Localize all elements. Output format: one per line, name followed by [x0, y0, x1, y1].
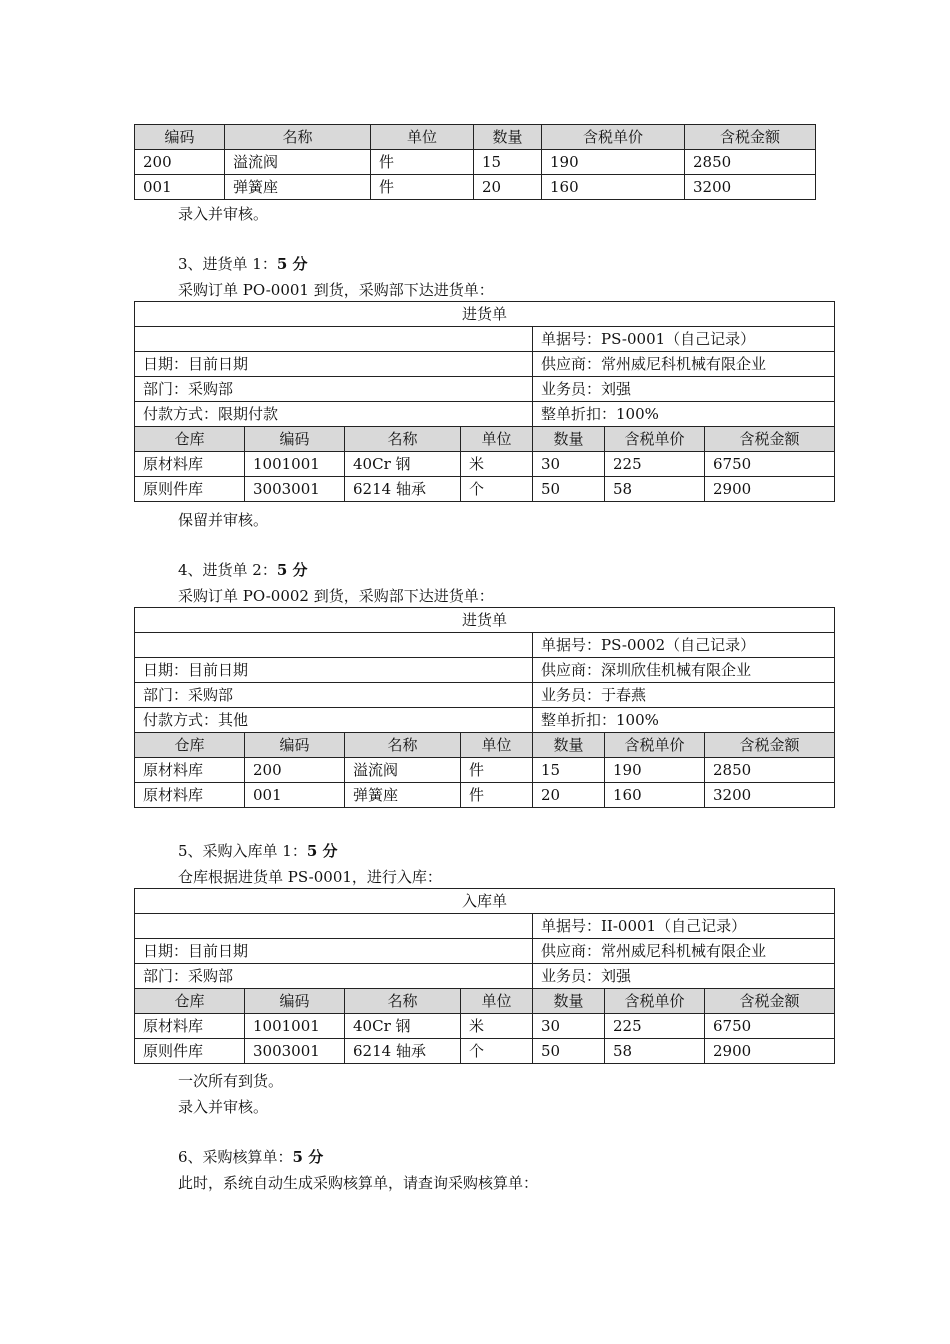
- table-row: [135, 477, 835, 502]
- section6-heading: [178, 1147, 323, 1167]
- header-cell: 数量: [474, 125, 542, 150]
- form-blank-cell: [135, 914, 533, 939]
- table-cell: 225: [605, 452, 705, 477]
- table-cell: 弹簧座: [345, 783, 461, 808]
- table-header-row: [135, 733, 835, 758]
- section5-heading: [178, 841, 338, 861]
- form-supplier: 供应商：常州威尼科机械有限企业: [533, 352, 835, 377]
- header-cell: 名称: [345, 989, 461, 1014]
- form-blank-cell: [135, 633, 533, 658]
- section5-note-1: 一次所有到货。: [178, 1072, 284, 1090]
- form-discount: 整单折扣：100%: [533, 402, 835, 427]
- purchase-receipt-form-1: [134, 301, 835, 502]
- table-header-row: [135, 427, 835, 452]
- doc-number: 单据号：II-0001（自己记录）: [533, 914, 835, 939]
- header-cell: 单位: [461, 733, 533, 758]
- table-cell: 3003001: [245, 1039, 345, 1064]
- header-cell: 编码: [135, 125, 225, 150]
- form-supplier: 供应商：深圳欣佳机械有限企业: [533, 658, 835, 683]
- header-cell: 含税金额: [705, 427, 835, 452]
- section6-heading-prefix: 6、采购核算单：: [178, 1148, 293, 1166]
- section5-intro: 仓库根据进货单 PS-0001，进行入库：: [178, 868, 442, 886]
- form-blank-cell: [135, 327, 533, 352]
- form-title-row: [135, 889, 835, 914]
- section6-intro: 此时，系统自动生成采购核算单，请查询采购核算单：: [178, 1174, 539, 1192]
- section3-heading-prefix: 3、进货单 1：: [178, 255, 277, 273]
- header-cell: 名称: [345, 427, 461, 452]
- header-cell: 含税单价: [542, 125, 685, 150]
- form-department: 部门：采购部: [135, 683, 533, 708]
- header-cell: 数量: [533, 427, 605, 452]
- header-cell: 单位: [371, 125, 474, 150]
- table-cell: 50: [533, 1039, 605, 1064]
- header-cell: 含税单价: [605, 733, 705, 758]
- section4-heading: [178, 560, 308, 580]
- table-cell: 20: [533, 783, 605, 808]
- form-staff: 业务员：刘强: [533, 964, 835, 989]
- table-cell: 160: [605, 783, 705, 808]
- form-payment: 付款方式：其他: [135, 708, 533, 733]
- header-cell: 仓库: [135, 733, 245, 758]
- header-cell: 数量: [533, 733, 605, 758]
- form-info-row: [135, 683, 835, 708]
- table-cell: 3003001: [245, 477, 345, 502]
- table-row: [135, 175, 816, 200]
- top-items-table: [134, 124, 816, 200]
- table-cell: 6214 轴承: [345, 1039, 461, 1064]
- doc-number: 单据号：PS-0001（自己记录）: [533, 327, 835, 352]
- table-row: [135, 783, 835, 808]
- form-info-row: [135, 327, 835, 352]
- table-cell: 原则件库: [135, 477, 245, 502]
- table-cell: 58: [605, 477, 705, 502]
- form-supplier: 供应商：常州威尼科机械有限企业: [533, 939, 835, 964]
- table-row: [135, 758, 835, 783]
- section4-intro: 采购订单 PO-0002 到货，采购部下达进货单：: [178, 587, 494, 605]
- table-cell: 40Cr 钢: [345, 1014, 461, 1039]
- table-cell: 30: [533, 452, 605, 477]
- header-cell: 含税单价: [605, 989, 705, 1014]
- form-info-row: [135, 352, 835, 377]
- form-info-row: [135, 377, 835, 402]
- table-cell: 200: [135, 150, 225, 175]
- table-row: [135, 452, 835, 477]
- header-cell: 含税单价: [605, 427, 705, 452]
- table-cell: 个: [461, 477, 533, 502]
- table-row: [135, 150, 816, 175]
- form-title-row: [135, 302, 835, 327]
- warehouse-receipt-form: [134, 888, 835, 1064]
- form-info-row: [135, 708, 835, 733]
- header-cell: 编码: [245, 989, 345, 1014]
- form-staff: 业务员：刘强: [533, 377, 835, 402]
- table-cell: 米: [461, 1014, 533, 1039]
- form-info-row: [135, 658, 835, 683]
- table-cell: 溢流阀: [225, 150, 371, 175]
- table-cell: 3200: [685, 175, 816, 200]
- table-cell: 1001001: [245, 452, 345, 477]
- form-date: 日期：目前日期: [135, 939, 533, 964]
- table-cell: 2900: [705, 1039, 835, 1064]
- table-cell: 溢流阀: [345, 758, 461, 783]
- table-cell: 58: [605, 1039, 705, 1064]
- form-title: 入库单: [135, 889, 835, 914]
- table-cell: 20: [474, 175, 542, 200]
- table-cell: 个: [461, 1039, 533, 1064]
- form-department: 部门：采购部: [135, 964, 533, 989]
- table-cell: 2850: [705, 758, 835, 783]
- table-cell: 190: [542, 150, 685, 175]
- section3-heading-score: 5 分: [276, 255, 308, 273]
- header-cell: 单位: [461, 989, 533, 1014]
- section3-heading: [178, 254, 308, 274]
- header-cell: 含税金额: [705, 989, 835, 1014]
- table-row: [135, 1039, 835, 1064]
- table-cell: 原材料库: [135, 783, 245, 808]
- header-cell: 名称: [345, 733, 461, 758]
- table-cell: 米: [461, 452, 533, 477]
- form-info-row: [135, 914, 835, 939]
- form-info-row: [135, 633, 835, 658]
- table-cell: 225: [605, 1014, 705, 1039]
- table-cell: 190: [605, 758, 705, 783]
- table-cell: 原则件库: [135, 1039, 245, 1064]
- section4-heading-prefix: 4、进货单 2：: [178, 561, 277, 579]
- table-cell: 件: [371, 175, 474, 200]
- section5-heading-prefix: 5、采购入库单 1：: [178, 842, 307, 860]
- form-date: 日期：目前日期: [135, 352, 533, 377]
- purchase-receipt-form-2: [134, 607, 835, 808]
- form-date: 日期：目前日期: [135, 658, 533, 683]
- form-title: 进货单: [135, 608, 835, 633]
- table-cell: 2900: [705, 477, 835, 502]
- form-staff: 业务员：于春燕: [533, 683, 835, 708]
- table-cell: 件: [461, 783, 533, 808]
- table-cell: 15: [533, 758, 605, 783]
- section5-note-2: 录入并审核。: [178, 1098, 269, 1116]
- table-cell: 原材料库: [135, 758, 245, 783]
- table-cell: 原材料库: [135, 1014, 245, 1039]
- form-payment: 付款方式：限期付款: [135, 402, 533, 427]
- header-cell: 含税金额: [685, 125, 816, 150]
- form-info-row: [135, 964, 835, 989]
- header-cell: 名称: [225, 125, 371, 150]
- table-cell: 30: [533, 1014, 605, 1039]
- section4-heading-score: 5 分: [276, 561, 308, 579]
- table-cell: 200: [245, 758, 345, 783]
- table-header-row: [135, 125, 816, 150]
- section5-heading-score: 5 分: [306, 842, 338, 860]
- table-cell: 15: [474, 150, 542, 175]
- table-cell: 件: [371, 150, 474, 175]
- table-cell: 2850: [685, 150, 816, 175]
- header-cell: 数量: [533, 989, 605, 1014]
- table-cell: 1001001: [245, 1014, 345, 1039]
- table-cell: 6214 轴承: [345, 477, 461, 502]
- table-cell: 6750: [705, 452, 835, 477]
- form-title: 进货单: [135, 302, 835, 327]
- table-cell: 50: [533, 477, 605, 502]
- header-cell: 含税金额: [705, 733, 835, 758]
- table-cell: 原材料库: [135, 452, 245, 477]
- form-title-row: [135, 608, 835, 633]
- section3-note: 保留并审核。: [178, 511, 269, 529]
- header-cell: 编码: [245, 733, 345, 758]
- section6-heading-score: 5 分: [292, 1148, 324, 1166]
- header-cell: 仓库: [135, 989, 245, 1014]
- top-note: 录入并审核。: [178, 205, 269, 223]
- table-row: [135, 1014, 835, 1039]
- table-cell: 001: [245, 783, 345, 808]
- header-cell: 仓库: [135, 427, 245, 452]
- form-discount: 整单折扣：100%: [533, 708, 835, 733]
- table-cell: 6750: [705, 1014, 835, 1039]
- form-info-row: [135, 402, 835, 427]
- table-cell: 弹簧座: [225, 175, 371, 200]
- table-cell: 160: [542, 175, 685, 200]
- table-cell: 001: [135, 175, 225, 200]
- form-department: 部门：采购部: [135, 377, 533, 402]
- table-cell: 3200: [705, 783, 835, 808]
- table-cell: 40Cr 钢: [345, 452, 461, 477]
- table-cell: 件: [461, 758, 533, 783]
- form-info-row: [135, 939, 835, 964]
- header-cell: 编码: [245, 427, 345, 452]
- section3-intro: 采购订单 PO-0001 到货，采购部下达进货单：: [178, 281, 494, 299]
- doc-number: 单据号：PS-0002（自己记录）: [533, 633, 835, 658]
- table-header-row: [135, 989, 835, 1014]
- header-cell: 单位: [461, 427, 533, 452]
